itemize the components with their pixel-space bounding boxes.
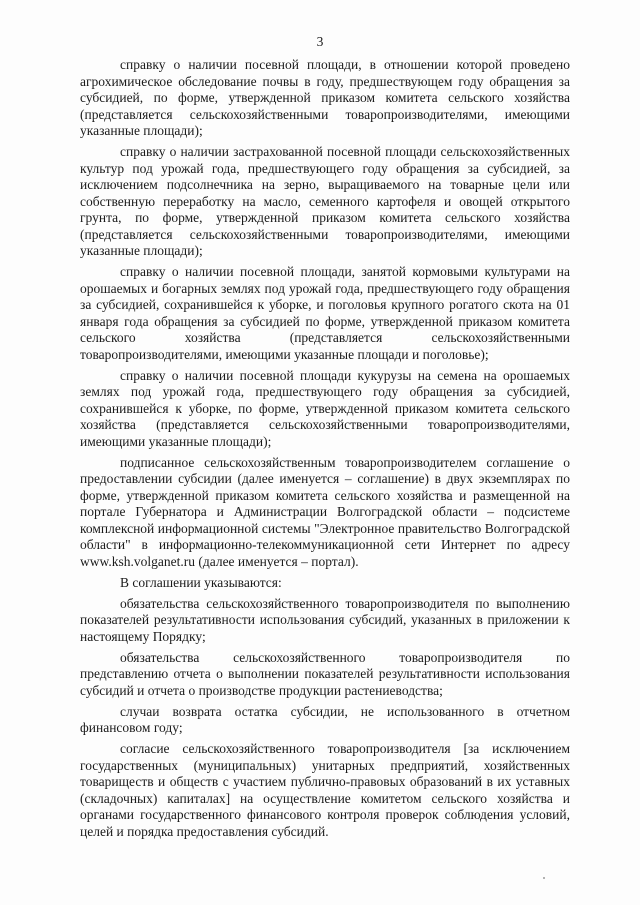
- paragraph: справку о наличии посевной площади кукурузы на семена на орошаемых землях под урожай года, предшествующего году обращения за субсидией, сохранившейся к уборке, по форме, утвержденной приказом комитета сельского хозяйства (представляется сельскохозяйственными товаропроизводителями, имеющими указанные площади);: [80, 367, 570, 449]
- page-number: 3: [316, 34, 324, 49]
- paragraph: справку о наличии застрахованной посевной площади сельскохозяйственных культур под урожай года, предшествующего году обращения за субсидией, за исключением подсолнечника на зерно, выращиваемого на товарные цели или собственную переработку на масло, семенного картофеля и овощей открытого грунта, по форме, утвержденной приказом комитета сельского хозяйства (представляется сельскохозяйственными товаропроизводителями, имеющими указанные площади);: [80, 144, 570, 258]
- paragraph: справку о наличии посевной площади, в отношении которой проведено агрохимическое обследование почвы в году, предшествующем году обращения за субсидией, по форме, утвержденной приказом комитета сельского хозяйства (представляется сельскохозяйственными товаропроизводителями, имеющими указанные площади);: [80, 57, 570, 138]
- paragraph: подписанное сельскохозяйственным товаропроизводителем соглашение о предоставлении субсидии (далее именуется – соглашение) в двух экземплярах по форме, утвержденной приказом комитета сельского хозяйства и размещенной на портале Губернатора и Администрации Волгоградской области – подсистеме комплексной информационной системы "Электронное правительство Волгоградской области" в информационно-телекоммуникационной сети Интернет по адресу www.ksh.volganet.ru (далее именуется – портал).: [80, 454, 570, 569]
- paragraph: согласие сельскохозяйственного товаропроизводителя [за исключением государственных (муниципальных) унитарных предприятий, хозяйственных товариществ и обществ с участием публично-правовых образований в их уставных (складочных) капиталах] на осуществление комитетом сельского хозяйства и органами государственного финансового контроля проверок соблюдения условий, целей и порядка предоставления субсидий.: [80, 741, 570, 839]
- paragraph: обязательства сельскохозяйственного товаропроизводителя по выполнению показателей результативности использования субсидий, указанных в приложении к настоящему Порядку;: [80, 595, 570, 644]
- paragraph: обязательства сельскохозяйственного товаропроизводителя по представлению отчета о выполнении показателей результативности использования субсидий и отчета о производстве продукции растениеводства;: [80, 649, 570, 698]
- paragraph: В соглашении указываются:: [120, 574, 282, 590]
- paragraph: случаи возврата остатка субсидии, не использованного в отчетном финансовом году;: [80, 703, 570, 735]
- scan-speck: [543, 877, 545, 879]
- paragraph: справку о наличии посевной площади, занятой кормовыми культурами на орошаемых и богарных землях под урожай года, предшествующего году обращения за субсидией, сохранившейся к уборке, и поголовья крупного рогатого скота на 01 января года обращения за субсидией по форме, утвержденной приказом комитета сельского хозяйства (представляется сельскохозяйственными товаропроизводителями, имеющими указанные площади и поголовье);: [80, 264, 570, 362]
- document-body: [80, 57, 570, 845]
